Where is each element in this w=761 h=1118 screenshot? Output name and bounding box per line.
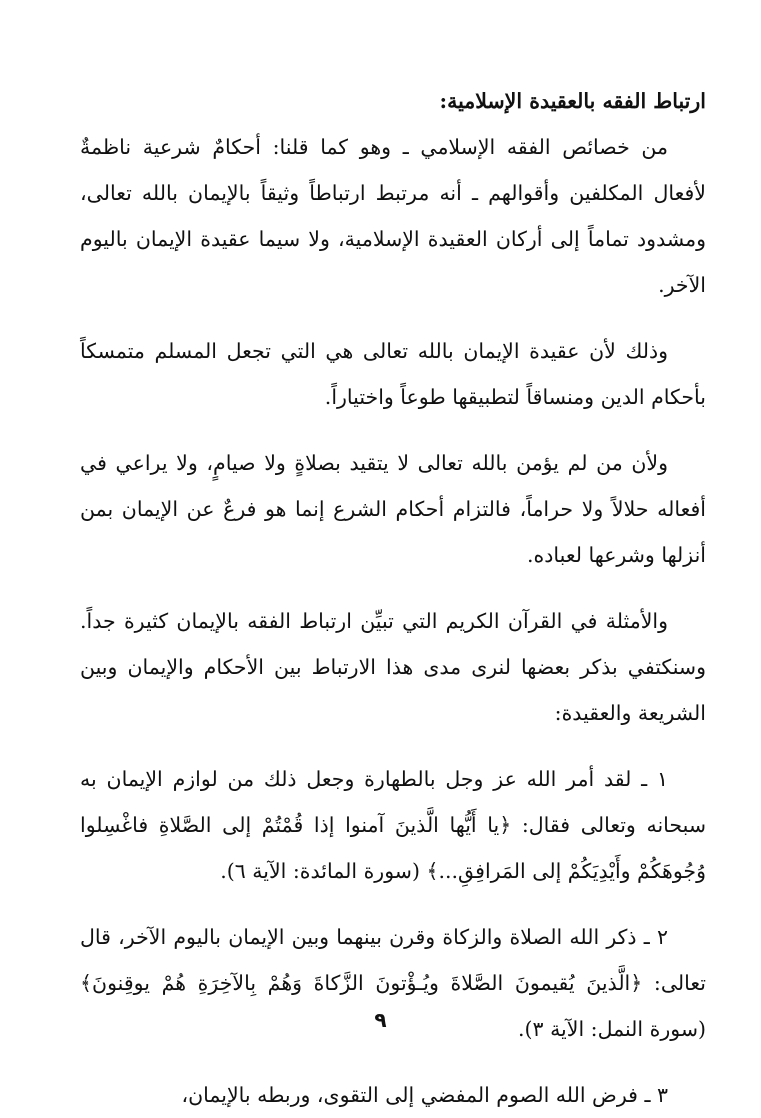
list-item-fasting: ٣ ـ فرض الله الصوم المفضي إلى التقوى، وربطه بالإيمان،: [181, 1083, 668, 1107]
section-heading: ارتباط الفقه بالعقيدة الإسلامية:: [439, 89, 706, 113]
paragraph-non-believer: ولأن من لم يؤمن بالله تعالى لا يتقيد بصلاةٍ ولا صيامٍ، ولا يراعي في أفعاله حلالاً ولا حراماً، فالتزام أحكام الشرع إنما هو فرعٌ عن الإيمان بمن أنزلها وشرعها لعباده.: [80, 451, 706, 567]
list-item-prayer-zakat: ٢ ـ ذكر الله الصلاة والزكاة وقرن بينهما وبين الإيمان باليوم الآخر، قال تعالى: ﴿الَّذينَ يُقيمونَ الصَّلاةَ ويُـؤْتونَ الزَّكاةَ وَهُمْ بِالآخِرَةِ هُمْ يوقِنونَ﴾ (سورة النمل: الآية ٣).: [80, 925, 706, 1041]
paragraph-fiqh-characteristics: من خصائص الفقه الإسلامي ـ وهو كما قلنا: أحكامٌ شرعية ناظمةٌ لأفعال المكلفين وأقوالهم ـ أنه مرتبط ارتباطاً وثيقاً بالإيمان بالله تعالى، ومشدود تماماً إلى أركان العقيدة الإسلامية، ولا سيما عقيدة الإيمان باليوم الآخر.: [80, 135, 706, 297]
list-item-purification: ١ ـ لقد أمر الله عز وجل بالطهارة وجعل ذلك من لوازم الإيمان به سبحانه وتعالى فقال: ﴿يا أَيُّها الَّذينَ آمنوا إذا قُمْتُمْ إلى الصَّلاةِ فاغْسِلوا وُجُوهَكُمْ وأَيْدِيَكُمْ إلى المَرافِقِ...﴾ (سورة المائدة: الآية ٦).: [80, 767, 706, 883]
page-number: ٩: [374, 1008, 387, 1032]
page-content: [80, 78, 706, 1118]
paragraph-faith-reason: وذلك لأن عقيدة الإيمان بالله تعالى هي التي تجعل المسلم متمسكاً بأحكام الدين ومنساقاً لتطبيقها طوعاً واختياراً.: [80, 339, 706, 409]
paragraph-quran-examples: والأمثلة في القرآن الكريم التي تبيِّن ارتباط الفقه بالإيمان كثيرة جداً. وسنكتفي بذكر بعضها لنرى مدى هذا الارتباط بين الأحكام والإيمان وبين الشريعة والعقيدة:: [80, 609, 706, 725]
